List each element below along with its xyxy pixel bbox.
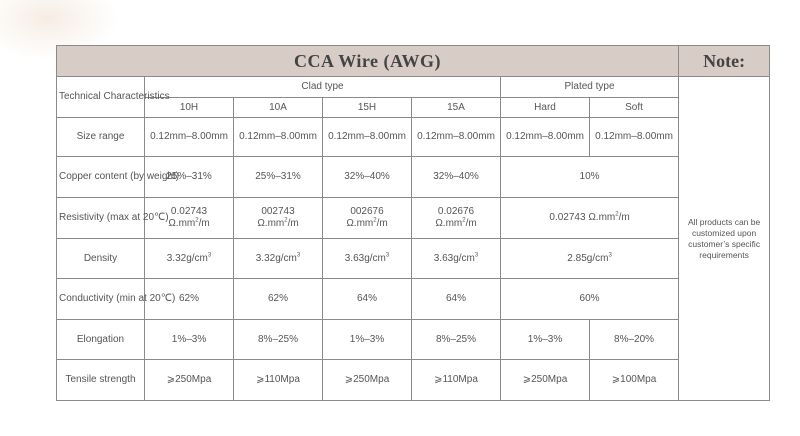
column-header-15h: 15H <box>323 98 412 118</box>
column-header-soft: Soft <box>590 98 679 118</box>
resistivity-unit: Ω.mm <box>257 218 285 229</box>
table-cell <box>234 239 323 279</box>
table-cell: ⩾250Mpa <box>145 360 234 401</box>
row-label: Conductivity (min at 20℃) <box>57 279 145 320</box>
density-value: 3.63g/cm <box>344 252 386 264</box>
row-label: Size range <box>57 118 145 157</box>
table-cell: 0.12mm–8.00mm <box>412 118 501 157</box>
table-cell-plated: 60% <box>501 279 679 320</box>
table-cell-plated <box>501 239 679 279</box>
table-cell: 1%–3% <box>323 320 412 360</box>
table-cell: 62% <box>145 279 234 320</box>
density-value: 3.32g/cm <box>166 252 208 264</box>
table-row-resistivity <box>57 198 770 239</box>
note-text: All products can be customized upon customer’s specific requirements <box>679 77 770 401</box>
resistivity-value: 002743 <box>261 206 295 217</box>
table-cell <box>412 198 501 239</box>
resistivity-unit: Ω.mm <box>435 218 463 229</box>
unit-superscript: 2 <box>284 217 288 224</box>
table-row-tensile-strength <box>57 360 770 401</box>
unit-tail: /m <box>287 218 299 229</box>
unit-tail: /m <box>618 212 630 223</box>
table-cell: ⩾250Mpa <box>323 360 412 401</box>
table-cell: ⩾100Mpa <box>590 360 679 401</box>
table-cell: 1%–3% <box>145 320 234 360</box>
table-cell: 0.12mm–8.00mm <box>590 118 679 157</box>
table-cell <box>323 198 412 239</box>
cca-wire-spec-table <box>56 45 770 401</box>
table-cell <box>323 239 412 279</box>
table-cell: 64% <box>323 279 412 320</box>
column-header-10h: 10H <box>145 98 234 118</box>
table-row-size-range <box>57 118 770 157</box>
table-cell: 8%–20% <box>590 320 679 360</box>
table-cell-plated <box>501 198 679 239</box>
unit-superscript: 3 <box>296 252 301 259</box>
table-row-density <box>57 239 770 279</box>
unit-superscript: 2 <box>462 217 466 224</box>
row-label: Density <box>57 239 145 279</box>
column-header-10a: 10A <box>234 98 323 118</box>
table-cell: 25%–31% <box>145 157 234 198</box>
resistivity-value: 0.02676 <box>437 206 475 217</box>
column-header-hard: Hard <box>501 98 590 118</box>
density-value: 3.63g/cm <box>433 252 475 264</box>
table-cell: 32%–40% <box>323 157 412 198</box>
table-cell: 0.12mm–8.00mm <box>234 118 323 157</box>
table-cell <box>145 239 234 279</box>
resistivity-plated-value: 0.02743 Ω.mm <box>549 212 616 223</box>
table-cell: 0.12mm–8.00mm <box>501 118 590 157</box>
unit-superscript: 2 <box>615 211 619 218</box>
row-label: Copper content (by weight) <box>57 157 145 198</box>
resistivity-value: 002676 <box>350 206 384 217</box>
unit-tail: /m <box>198 218 210 229</box>
table-cell: 64% <box>412 279 501 320</box>
table-cell: 62% <box>234 279 323 320</box>
table-cell <box>412 239 501 279</box>
table-title: CCA Wire (AWG) <box>57 46 679 77</box>
unit-tail: /m <box>465 218 477 229</box>
density-value: 2.85g/cm <box>567 252 609 264</box>
unit-superscript: 2 <box>195 217 199 224</box>
table-cell: 0.12mm–8.00mm <box>145 118 234 157</box>
table-cell: ⩾110Mpa <box>234 360 323 401</box>
unit-superscript: 3 <box>474 252 479 259</box>
note-title: Note: <box>679 46 770 77</box>
unit-tail: /m <box>376 218 388 229</box>
table-cell: 8%–25% <box>234 320 323 360</box>
row-label: Tensile strength <box>57 360 145 401</box>
table-cell: 32%–40% <box>412 157 501 198</box>
resistivity-unit: Ω.mm <box>346 218 374 229</box>
table-cell: 0.12mm–8.00mm <box>323 118 412 157</box>
resistivity-value: 0.02743 <box>170 206 208 217</box>
table-cell: ⩾110Mpa <box>412 360 501 401</box>
table-cell: 1%–3% <box>501 320 590 360</box>
table-cell: 25%–31% <box>234 157 323 198</box>
resistivity-unit: Ω.mm <box>168 218 196 229</box>
row-label: Resistivity (max at 20℃) <box>57 198 145 239</box>
plated-type-header: Plated type <box>501 77 679 98</box>
technical-characteristics-header: Technical Characteristics <box>57 77 145 118</box>
clad-type-header: Clad type <box>145 77 501 98</box>
table-row-conductivity <box>57 279 770 320</box>
table-cell: 8%–25% <box>412 320 501 360</box>
row-label: Elongation <box>57 320 145 360</box>
column-header-15a: 15A <box>412 98 501 118</box>
unit-superscript: 3 <box>207 252 212 259</box>
table-cell-plated: 10% <box>501 157 679 198</box>
unit-superscript: 2 <box>373 217 377 224</box>
table-cell <box>234 198 323 239</box>
density-value: 3.32g/cm <box>255 252 297 264</box>
unit-superscript: 3 <box>385 252 390 259</box>
table-cell: ⩾250Mpa <box>501 360 590 401</box>
table-row-copper-content <box>57 157 770 198</box>
table-row-elongation <box>57 320 770 360</box>
unit-superscript: 3 <box>608 252 612 259</box>
